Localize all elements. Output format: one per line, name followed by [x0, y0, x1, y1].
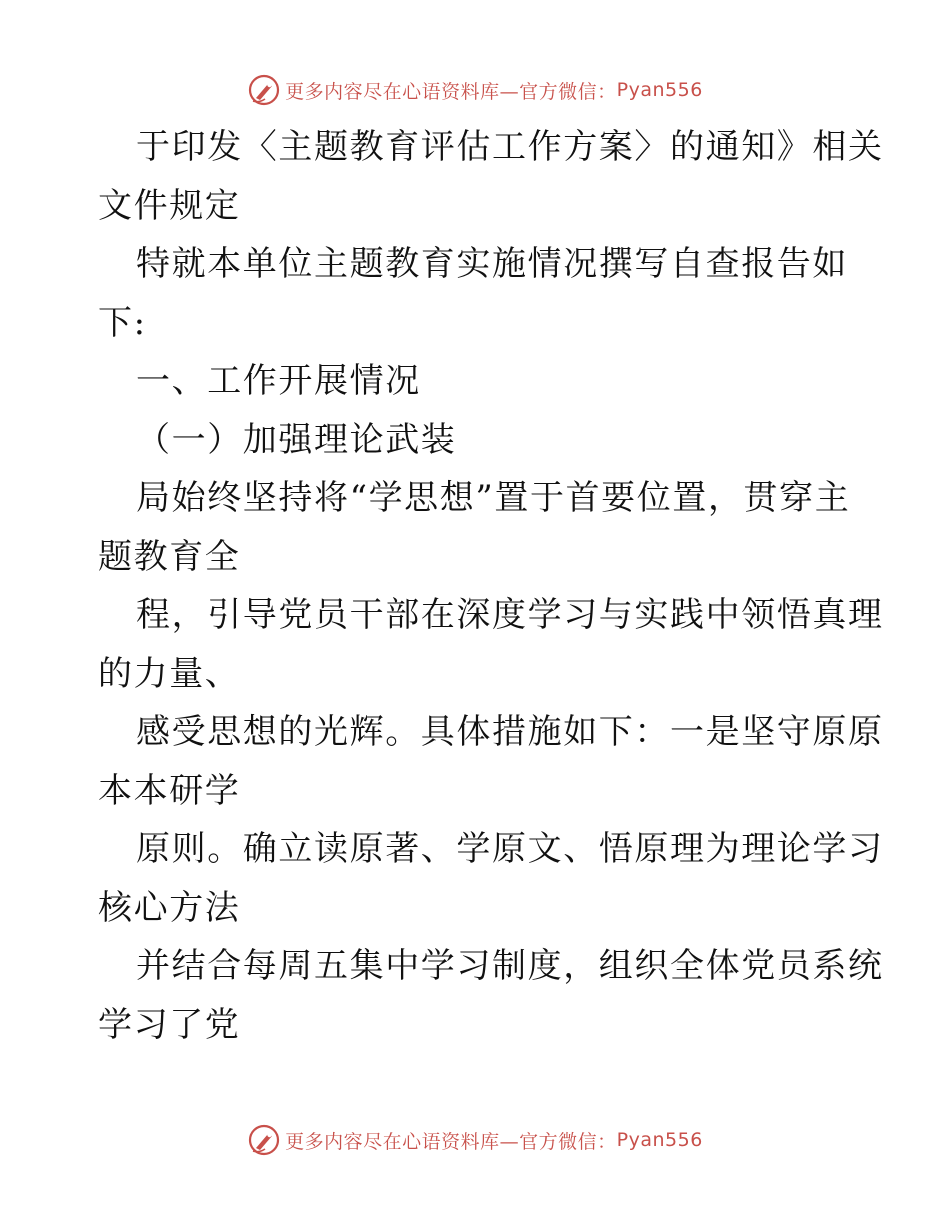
paragraph-line: 原则。确立读原著、学原文、悟原理为理论学习 [136, 829, 884, 869]
document-body [98, 118, 884, 1054]
paragraph-line: 核心方法 [98, 887, 241, 928]
section-heading: 一、工作开展情况 [136, 361, 421, 401]
watermark-wechat-id: Pyan556 [616, 79, 703, 101]
paragraph-line: 于印发〈主题教育评估工作方案〉的通知》相关 [136, 127, 884, 167]
header-watermark [0, 70, 950, 110]
paragraph-line: 题教育全 [98, 536, 241, 577]
paragraph-line: 局始终坚持将“学思想”置于首要位置，贯穿主 [136, 478, 851, 518]
watermark-text: 更多内容尽在心语资料库—官方微信： [285, 80, 617, 103]
paragraph-line: 文件规定 [98, 185, 241, 226]
paragraph-line: 程，引导党员干部在深度学习与实践中领悟真理 [136, 595, 884, 635]
pen-nib-logo-icon [247, 1123, 281, 1157]
paragraph-line: 感受思想的光辉。具体措施如下：一是坚守原原 [136, 712, 884, 752]
paragraph-line: 的力量、 [98, 653, 241, 694]
footer-watermark [0, 1120, 950, 1160]
subsection-heading: （一）加强理论武装 [136, 419, 457, 460]
paragraph-line: 并结合每周五集中学习制度，组织全体党员系统 [136, 946, 884, 986]
paragraph-line: 学习了党 [98, 1004, 241, 1045]
watermark-text: 更多内容尽在心语资料库—官方微信： [285, 1130, 617, 1153]
paragraph-line: 下: [98, 302, 147, 343]
watermark-wechat-id: Pyan556 [616, 1129, 703, 1151]
pen-nib-logo-icon [247, 73, 281, 107]
paragraph-line: 特就本单位主题教育实施情况撰写自查报告如 [136, 244, 848, 284]
paragraph-line: 本本研学 [98, 770, 241, 811]
